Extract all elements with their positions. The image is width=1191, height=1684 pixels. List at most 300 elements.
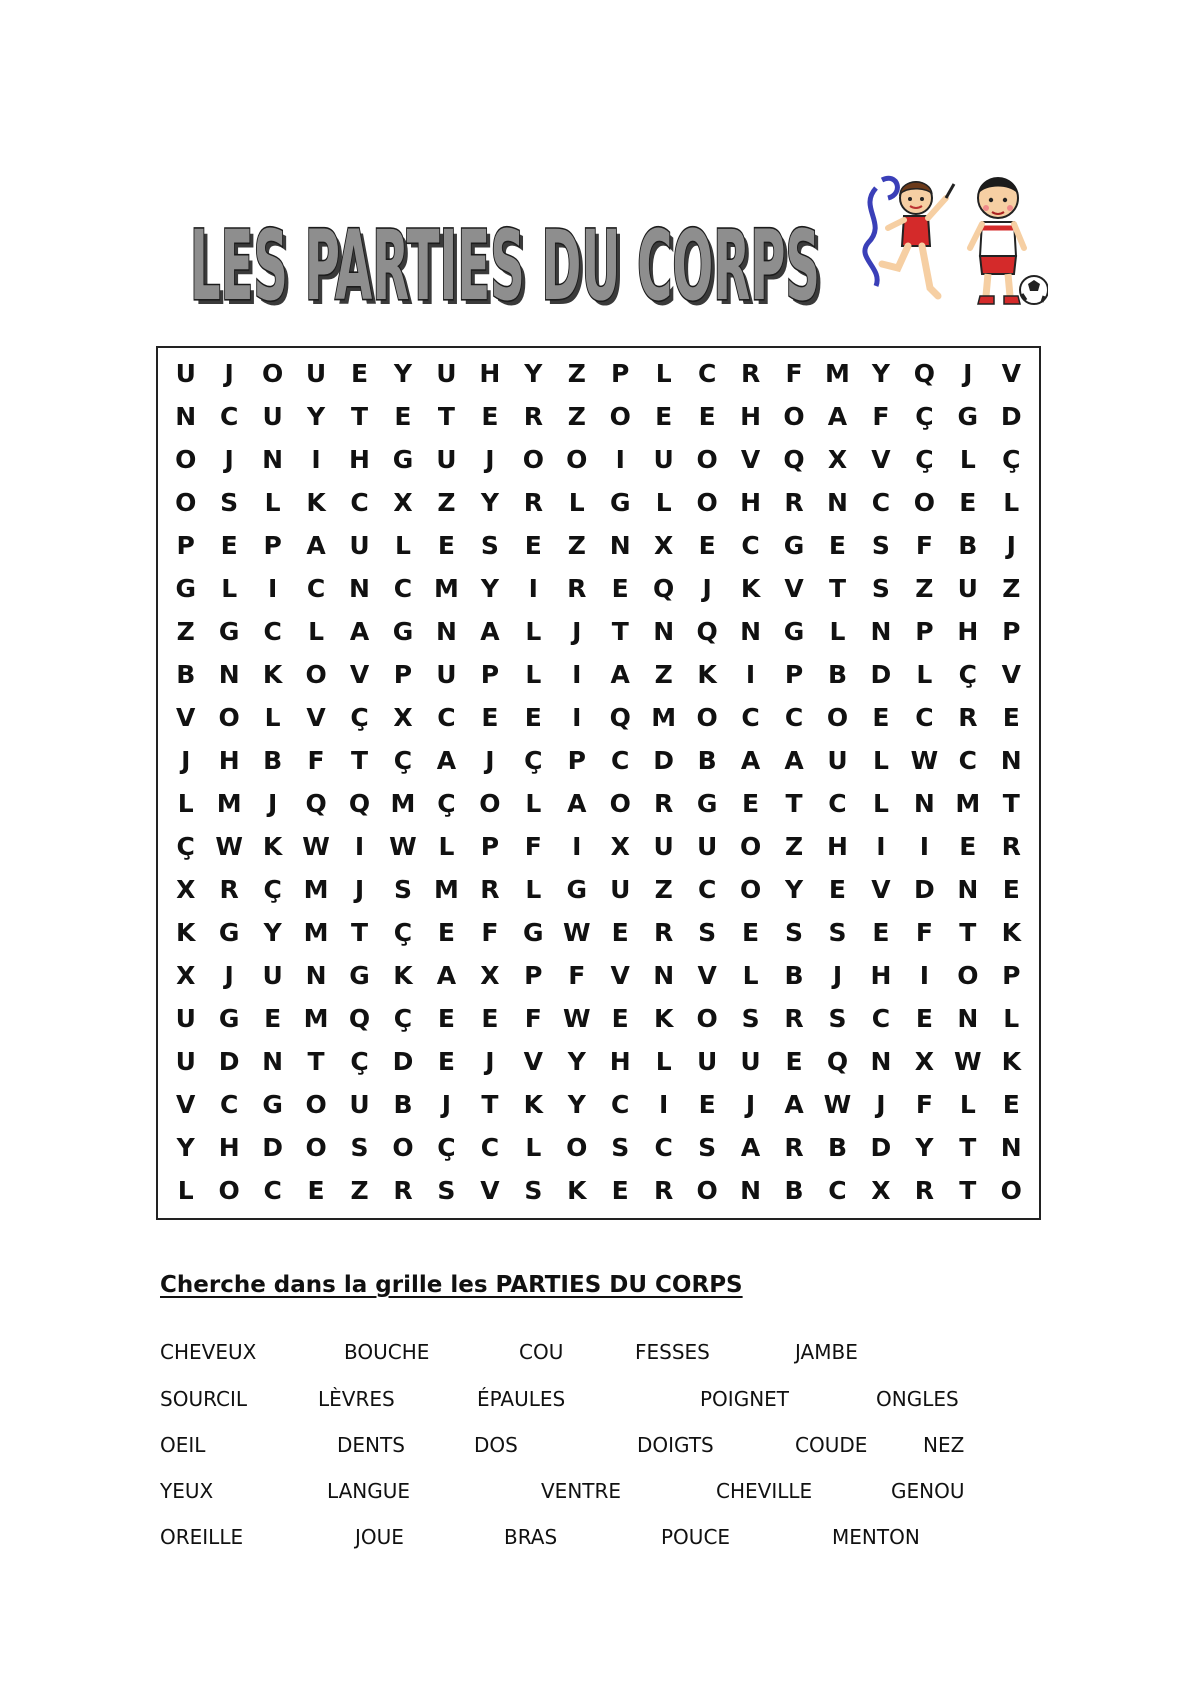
grid-cell[interactable]: Ç: [350, 1047, 369, 1076]
grid-cell[interactable]: Q: [913, 359, 935, 388]
grid-cell[interactable]: A: [567, 789, 587, 818]
grid-cell[interactable]: T: [828, 574, 846, 603]
grid-cell[interactable]: P: [1002, 617, 1021, 646]
grid-cell[interactable]: G: [218, 918, 240, 947]
grid-cell[interactable]: R: [784, 1133, 804, 1162]
grid-cell[interactable]: P: [1002, 961, 1021, 990]
grid-cell[interactable]: G: [262, 1090, 283, 1119]
grid-cell[interactable]: G: [566, 875, 588, 904]
grid-cell[interactable]: V: [871, 445, 891, 474]
grid-cell[interactable]: O: [696, 1176, 718, 1205]
grid-cell[interactable]: G: [783, 531, 805, 560]
grid-cell[interactable]: S: [698, 1133, 717, 1162]
grid-cell[interactable]: P: [176, 531, 195, 560]
grid-cell[interactable]: R: [523, 488, 543, 517]
grid-cell[interactable]: J: [485, 1047, 495, 1076]
grid-cell[interactable]: Z: [784, 832, 804, 861]
grid-cell[interactable]: E: [307, 1176, 325, 1205]
grid-cell[interactable]: N: [913, 789, 935, 818]
grid-cell[interactable]: G: [218, 1004, 240, 1033]
grid-cell[interactable]: E: [481, 703, 499, 732]
grid-cell[interactable]: V: [306, 703, 326, 732]
grid-cell[interactable]: H: [218, 746, 240, 775]
grid-cell[interactable]: L: [395, 531, 411, 560]
grid-cell[interactable]: M: [303, 1004, 329, 1033]
grid-cell[interactable]: S: [698, 918, 717, 947]
grid-cell[interactable]: I: [919, 832, 930, 861]
grid-cell[interactable]: L: [221, 574, 238, 603]
grid-cell[interactable]: N: [218, 660, 240, 689]
grid-cell[interactable]: Z: [437, 488, 456, 517]
grid-cell[interactable]: Z: [1002, 574, 1021, 603]
grid-cell[interactable]: C: [219, 402, 239, 431]
grid-cell[interactable]: U: [436, 660, 457, 689]
grid-cell[interactable]: E: [524, 531, 542, 560]
grid-cell[interactable]: F: [307, 746, 325, 775]
grid-cell[interactable]: F: [915, 918, 933, 947]
grid-cell[interactable]: Y: [263, 918, 282, 947]
grid-cell[interactable]: B: [827, 1133, 847, 1162]
grid-cell[interactable]: H: [957, 617, 979, 646]
grid-cell[interactable]: P: [393, 660, 413, 689]
grid-cell[interactable]: E: [698, 1090, 716, 1119]
grid-cell[interactable]: I: [745, 660, 756, 689]
grid-cell[interactable]: Q: [348, 1004, 371, 1033]
grid-cell[interactable]: O: [522, 445, 544, 474]
grid-cell[interactable]: L: [308, 617, 325, 646]
grid-cell[interactable]: A: [306, 531, 326, 560]
grid-cell[interactable]: E: [1002, 875, 1020, 904]
grid-cell[interactable]: J: [181, 746, 191, 775]
grid-cell[interactable]: D: [870, 660, 892, 689]
grid-cell[interactable]: J: [572, 617, 582, 646]
grid-cell[interactable]: U: [175, 359, 196, 388]
grid-cell[interactable]: T: [307, 1047, 325, 1076]
grid-cell[interactable]: U: [610, 875, 631, 904]
grid-cell[interactable]: K: [306, 488, 326, 517]
grid-cell[interactable]: P: [263, 531, 282, 560]
grid-cell[interactable]: D: [870, 1133, 892, 1162]
grid-cell[interactable]: C: [741, 531, 760, 560]
grid-cell[interactable]: L: [742, 961, 759, 990]
grid-cell[interactable]: G: [218, 617, 240, 646]
grid-cell[interactable]: L: [264, 488, 281, 517]
grid-cell[interactable]: F: [481, 918, 499, 947]
grid-cell[interactable]: F: [872, 402, 890, 431]
grid-cell[interactable]: Q: [348, 789, 371, 818]
grid-cell[interactable]: X: [827, 445, 848, 474]
grid-cell[interactable]: C: [697, 875, 717, 904]
grid-cell[interactable]: E: [437, 1047, 455, 1076]
grid-cell[interactable]: W: [823, 1090, 852, 1119]
grid-cell[interactable]: E: [350, 359, 369, 388]
grid-cell[interactable]: G: [523, 918, 544, 947]
grid-cell[interactable]: N: [653, 617, 675, 646]
grid-cell[interactable]: E: [437, 1004, 455, 1033]
grid-cell[interactable]: K: [567, 1176, 587, 1205]
grid-cell[interactable]: Ç: [393, 746, 413, 775]
grid-cell[interactable]: X: [654, 531, 674, 560]
grid-cell[interactable]: U: [696, 832, 718, 861]
grid-cell[interactable]: Ç: [263, 875, 282, 904]
grid-cell[interactable]: H: [609, 1047, 631, 1076]
grid-cell[interactable]: X: [176, 961, 196, 990]
grid-cell[interactable]: W: [562, 1004, 591, 1033]
grid-cell[interactable]: C: [871, 488, 891, 517]
grid-cell[interactable]: H: [827, 832, 848, 861]
grid-cell[interactable]: V: [871, 875, 891, 904]
grid-cell[interactable]: E: [611, 918, 629, 947]
grid-cell[interactable]: Ç: [437, 1133, 456, 1162]
grid-cell[interactable]: Z: [350, 1176, 369, 1205]
grid-cell[interactable]: K: [262, 660, 283, 689]
grid-cell[interactable]: R: [784, 1004, 804, 1033]
grid-cell[interactable]: I: [267, 574, 278, 603]
grid-cell[interactable]: N: [653, 961, 675, 990]
grid-cell[interactable]: R: [393, 1176, 413, 1205]
grid-cell[interactable]: N: [827, 488, 848, 517]
grid-cell[interactable]: E: [959, 488, 977, 517]
grid-cell[interactable]: E: [872, 918, 890, 947]
grid-cell[interactable]: K: [653, 1004, 674, 1033]
grid-cell[interactable]: C: [437, 703, 456, 732]
grid-cell[interactable]: C: [828, 1176, 847, 1205]
grid-cell[interactable]: L: [525, 789, 542, 818]
grid-cell[interactable]: F: [915, 531, 933, 560]
grid-cell[interactable]: O: [218, 703, 240, 732]
grid-cell[interactable]: E: [742, 789, 760, 818]
grid-cell[interactable]: I: [615, 445, 625, 474]
grid-cell[interactable]: A: [349, 617, 370, 646]
grid-cell[interactable]: V: [784, 574, 804, 603]
grid-cell[interactable]: U: [436, 445, 457, 474]
grid-cell[interactable]: U: [175, 1047, 196, 1076]
grid-cell[interactable]: S: [220, 488, 239, 517]
grid-cell[interactable]: J: [224, 359, 234, 388]
grid-cell[interactable]: A: [740, 746, 761, 775]
grid-cell[interactable]: D: [913, 875, 935, 904]
grid-cell[interactable]: N: [740, 1176, 762, 1205]
grid-cell[interactable]: C: [611, 746, 630, 775]
grid-cell[interactable]: N: [957, 875, 979, 904]
grid-cell[interactable]: L: [177, 1176, 194, 1205]
grid-cell[interactable]: Y: [307, 402, 326, 431]
grid-cell[interactable]: J: [224, 445, 234, 474]
grid-cell[interactable]: B: [827, 660, 847, 689]
grid-cell[interactable]: U: [262, 402, 283, 431]
grid-cell[interactable]: M: [390, 789, 416, 818]
grid-cell[interactable]: E: [481, 402, 499, 431]
grid-cell[interactable]: E: [264, 1004, 282, 1033]
grid-cell[interactable]: Ç: [958, 660, 977, 689]
grid-cell[interactable]: C: [263, 1176, 282, 1205]
grid-cell[interactable]: R: [567, 574, 587, 603]
grid-cell[interactable]: Y: [393, 359, 413, 388]
grid-cell[interactable]: Y: [480, 488, 499, 517]
grid-cell[interactable]: S: [524, 1176, 543, 1205]
grid-cell[interactable]: E: [785, 1047, 803, 1076]
grid-cell[interactable]: S: [871, 574, 890, 603]
grid-cell[interactable]: O: [696, 445, 718, 474]
grid-cell[interactable]: E: [524, 703, 542, 732]
grid-cell[interactable]: W: [910, 746, 939, 775]
grid-cell[interactable]: M: [216, 789, 242, 818]
grid-cell[interactable]: C: [393, 574, 413, 603]
grid-cell[interactable]: E: [872, 703, 890, 732]
grid-cell[interactable]: B: [393, 1090, 413, 1119]
grid-cell[interactable]: C: [828, 789, 847, 818]
grid-cell[interactable]: W: [954, 1047, 982, 1076]
grid-cell[interactable]: R: [1001, 832, 1021, 861]
grid-cell[interactable]: E: [437, 918, 455, 947]
grid-cell[interactable]: X: [176, 875, 196, 904]
grid-cell[interactable]: N: [1000, 746, 1022, 775]
grid-cell[interactable]: F: [568, 961, 586, 990]
grid-cell[interactable]: G: [957, 402, 979, 431]
grid-cell[interactable]: X: [914, 1047, 934, 1076]
grid-cell[interactable]: V: [1001, 359, 1021, 388]
grid-cell[interactable]: O: [305, 1133, 327, 1162]
grid-cell[interactable]: V: [176, 703, 196, 732]
grid-cell[interactable]: H: [740, 402, 762, 431]
grid-cell[interactable]: S: [828, 918, 847, 947]
grid-cell[interactable]: C: [611, 1090, 630, 1119]
grid-cell[interactable]: P: [784, 660, 804, 689]
grid-cell[interactable]: K: [1001, 1047, 1021, 1076]
grid-cell[interactable]: E: [1002, 703, 1020, 732]
grid-cell[interactable]: G: [392, 617, 414, 646]
grid-cell[interactable]: Ç: [437, 789, 456, 818]
grid-cell[interactable]: E: [915, 1004, 933, 1033]
grid-cell[interactable]: Q: [609, 703, 631, 732]
grid-cell[interactable]: O: [305, 1090, 327, 1119]
grid-cell[interactable]: K: [262, 832, 283, 861]
grid-cell[interactable]: K: [523, 1090, 543, 1119]
grid-cell[interactable]: Y: [567, 1047, 586, 1076]
grid-cell[interactable]: U: [262, 961, 283, 990]
grid-cell[interactable]: N: [609, 531, 631, 560]
grid-cell[interactable]: S: [393, 875, 412, 904]
grid-cell[interactable]: L: [916, 660, 933, 689]
grid-cell[interactable]: O: [392, 1133, 414, 1162]
grid-cell[interactable]: W: [215, 832, 243, 861]
grid-cell[interactable]: Z: [176, 617, 195, 646]
grid-cell[interactable]: H: [479, 359, 501, 388]
grid-cell[interactable]: Y: [871, 359, 890, 388]
grid-cell[interactable]: R: [654, 789, 674, 818]
grid-cell[interactable]: O: [566, 445, 588, 474]
grid-cell[interactable]: N: [1000, 1133, 1022, 1162]
grid-cell[interactable]: W: [389, 832, 417, 861]
grid-cell[interactable]: C: [697, 359, 717, 388]
grid-cell[interactable]: U: [957, 574, 978, 603]
grid-cell[interactable]: Y: [176, 1133, 195, 1162]
grid-cell[interactable]: U: [653, 832, 674, 861]
grid-cell[interactable]: E: [611, 574, 629, 603]
grid-cell[interactable]: J: [876, 1090, 886, 1119]
grid-cell[interactable]: W: [302, 832, 330, 861]
grid-cell[interactable]: J: [832, 961, 843, 990]
grid-cell[interactable]: M: [433, 574, 459, 603]
grid-cell[interactable]: M: [303, 875, 329, 904]
grid-cell[interactable]: T: [350, 918, 369, 947]
grid-cell[interactable]: L: [177, 789, 194, 818]
grid-cell[interactable]: J: [354, 875, 365, 904]
grid-cell[interactable]: U: [349, 531, 370, 560]
grid-cell[interactable]: N: [305, 961, 327, 990]
grid-cell[interactable]: V: [697, 961, 717, 990]
grid-cell[interactable]: S: [785, 918, 804, 947]
grid-cell[interactable]: O: [175, 488, 197, 517]
grid-cell[interactable]: J: [485, 445, 495, 474]
grid-cell[interactable]: N: [349, 574, 370, 603]
grid-cell[interactable]: C: [306, 574, 326, 603]
grid-cell[interactable]: E: [698, 402, 716, 431]
grid-cell[interactable]: I: [572, 660, 582, 689]
grid-cell[interactable]: S: [871, 531, 890, 560]
grid-cell[interactable]: L: [872, 746, 889, 775]
grid-cell[interactable]: L: [525, 617, 542, 646]
grid-cell[interactable]: C: [741, 703, 760, 732]
grid-cell[interactable]: I: [876, 832, 886, 861]
grid-cell[interactable]: L: [655, 359, 672, 388]
grid-cell[interactable]: R: [219, 875, 239, 904]
grid-cell[interactable]: J: [224, 961, 234, 990]
grid-cell[interactable]: O: [957, 961, 979, 990]
grid-cell[interactable]: T: [959, 1133, 977, 1162]
grid-cell[interactable]: V: [740, 445, 761, 474]
grid-cell[interactable]: A: [436, 961, 457, 990]
grid-cell[interactable]: V: [523, 1047, 543, 1076]
grid-cell[interactable]: M: [955, 789, 981, 818]
grid-cell[interactable]: O: [609, 789, 631, 818]
grid-cell[interactable]: R: [784, 488, 804, 517]
grid-cell[interactable]: D: [1000, 402, 1022, 431]
grid-cell[interactable]: O: [566, 1133, 588, 1162]
grid-cell[interactable]: T: [785, 789, 803, 818]
grid-cell[interactable]: I: [354, 832, 365, 861]
grid-cell[interactable]: J: [745, 1090, 756, 1119]
grid-cell[interactable]: C: [915, 703, 934, 732]
grid-cell[interactable]: Z: [567, 402, 586, 431]
grid-cell[interactable]: R: [523, 402, 543, 431]
grid-cell[interactable]: V: [480, 1176, 500, 1205]
grid-cell[interactable]: V: [176, 1090, 196, 1119]
grid-cell[interactable]: O: [826, 703, 849, 732]
grid-cell[interactable]: I: [919, 961, 930, 990]
grid-cell[interactable]: N: [740, 617, 762, 646]
grid-cell[interactable]: L: [525, 875, 542, 904]
grid-cell[interactable]: E: [828, 531, 846, 560]
grid-cell[interactable]: D: [218, 1047, 240, 1076]
grid-cell[interactable]: W: [562, 918, 591, 947]
grid-cell[interactable]: D: [392, 1047, 414, 1076]
grid-cell[interactable]: L: [568, 488, 585, 517]
grid-cell[interactable]: M: [433, 875, 459, 904]
grid-cell[interactable]: Ç: [393, 1004, 413, 1033]
grid-cell[interactable]: J: [485, 746, 495, 775]
grid-cell[interactable]: O: [305, 660, 327, 689]
grid-cell[interactable]: O: [609, 402, 631, 431]
grid-cell[interactable]: E: [220, 531, 238, 560]
grid-cell[interactable]: Q: [783, 445, 805, 474]
grid-cell[interactable]: O: [696, 1004, 718, 1033]
grid-cell[interactable]: R: [740, 359, 761, 388]
grid-cell[interactable]: C: [480, 1133, 500, 1162]
grid-cell[interactable]: A: [827, 402, 848, 431]
grid-cell[interactable]: J: [1006, 531, 1016, 560]
grid-cell[interactable]: R: [958, 703, 978, 732]
grid-cell[interactable]: E: [611, 1004, 629, 1033]
grid-cell[interactable]: K: [393, 961, 413, 990]
grid-cell[interactable]: L: [1003, 488, 1020, 517]
grid-cell[interactable]: A: [436, 746, 457, 775]
grid-cell[interactable]: U: [740, 1047, 761, 1076]
grid-cell[interactable]: O: [783, 402, 805, 431]
grid-cell[interactable]: E: [828, 875, 846, 904]
grid-cell[interactable]: N: [262, 445, 284, 474]
grid-cell[interactable]: J: [963, 359, 973, 388]
grid-cell[interactable]: O: [739, 832, 762, 861]
grid-cell[interactable]: K: [176, 918, 196, 947]
grid-cell[interactable]: C: [263, 617, 282, 646]
grid-cell[interactable]: U: [696, 1047, 718, 1076]
grid-cell[interactable]: F: [915, 1090, 933, 1119]
grid-cell[interactable]: K: [740, 574, 761, 603]
grid-cell[interactable]: O: [739, 875, 762, 904]
grid-cell[interactable]: Ç: [915, 402, 934, 431]
grid-cell[interactable]: U: [175, 1004, 196, 1033]
grid-cell[interactable]: U: [305, 359, 327, 388]
grid-cell[interactable]: X: [610, 832, 630, 861]
grid-cell[interactable]: P: [480, 660, 500, 689]
grid-cell[interactable]: V: [610, 961, 630, 990]
grid-cell[interactable]: M: [651, 703, 677, 732]
grid-cell[interactable]: G: [349, 961, 370, 990]
grid-cell[interactable]: A: [480, 617, 500, 646]
grid-cell[interactable]: A: [610, 660, 630, 689]
grid-cell[interactable]: S: [741, 1004, 760, 1033]
grid-cell[interactable]: U: [349, 1090, 370, 1119]
grid-cell[interactable]: Ç: [524, 746, 543, 775]
grid-cell[interactable]: G: [175, 574, 196, 603]
grid-cell[interactable]: O: [175, 445, 197, 474]
grid-cell[interactable]: T: [350, 402, 369, 431]
grid-cell[interactable]: Z: [915, 574, 934, 603]
grid-cell[interactable]: C: [350, 488, 369, 517]
grid-cell[interactable]: B: [263, 746, 283, 775]
grid-cell[interactable]: Ç: [393, 918, 413, 947]
grid-cell[interactable]: T: [1002, 789, 1020, 818]
grid-cell[interactable]: V: [1001, 660, 1021, 689]
grid-cell[interactable]: A: [784, 1090, 804, 1119]
grid-cell[interactable]: Y: [784, 875, 804, 904]
grid-cell[interactable]: B: [697, 746, 717, 775]
grid-cell[interactable]: B: [784, 961, 804, 990]
grid-cell[interactable]: M: [303, 918, 329, 947]
grid-cell[interactable]: V: [349, 660, 370, 689]
grid-cell[interactable]: G: [392, 445, 414, 474]
grid-cell[interactable]: L: [525, 1133, 542, 1162]
grid-cell[interactable]: L: [264, 703, 281, 732]
grid-cell[interactable]: P: [567, 746, 586, 775]
grid-cell[interactable]: R: [480, 875, 500, 904]
grid-cell[interactable]: Y: [915, 1133, 934, 1162]
grid-cell[interactable]: O: [1000, 1176, 1022, 1205]
grid-cell[interactable]: R: [654, 918, 674, 947]
grid-cell[interactable]: S: [350, 1133, 369, 1162]
grid-cell[interactable]: X: [393, 488, 413, 517]
